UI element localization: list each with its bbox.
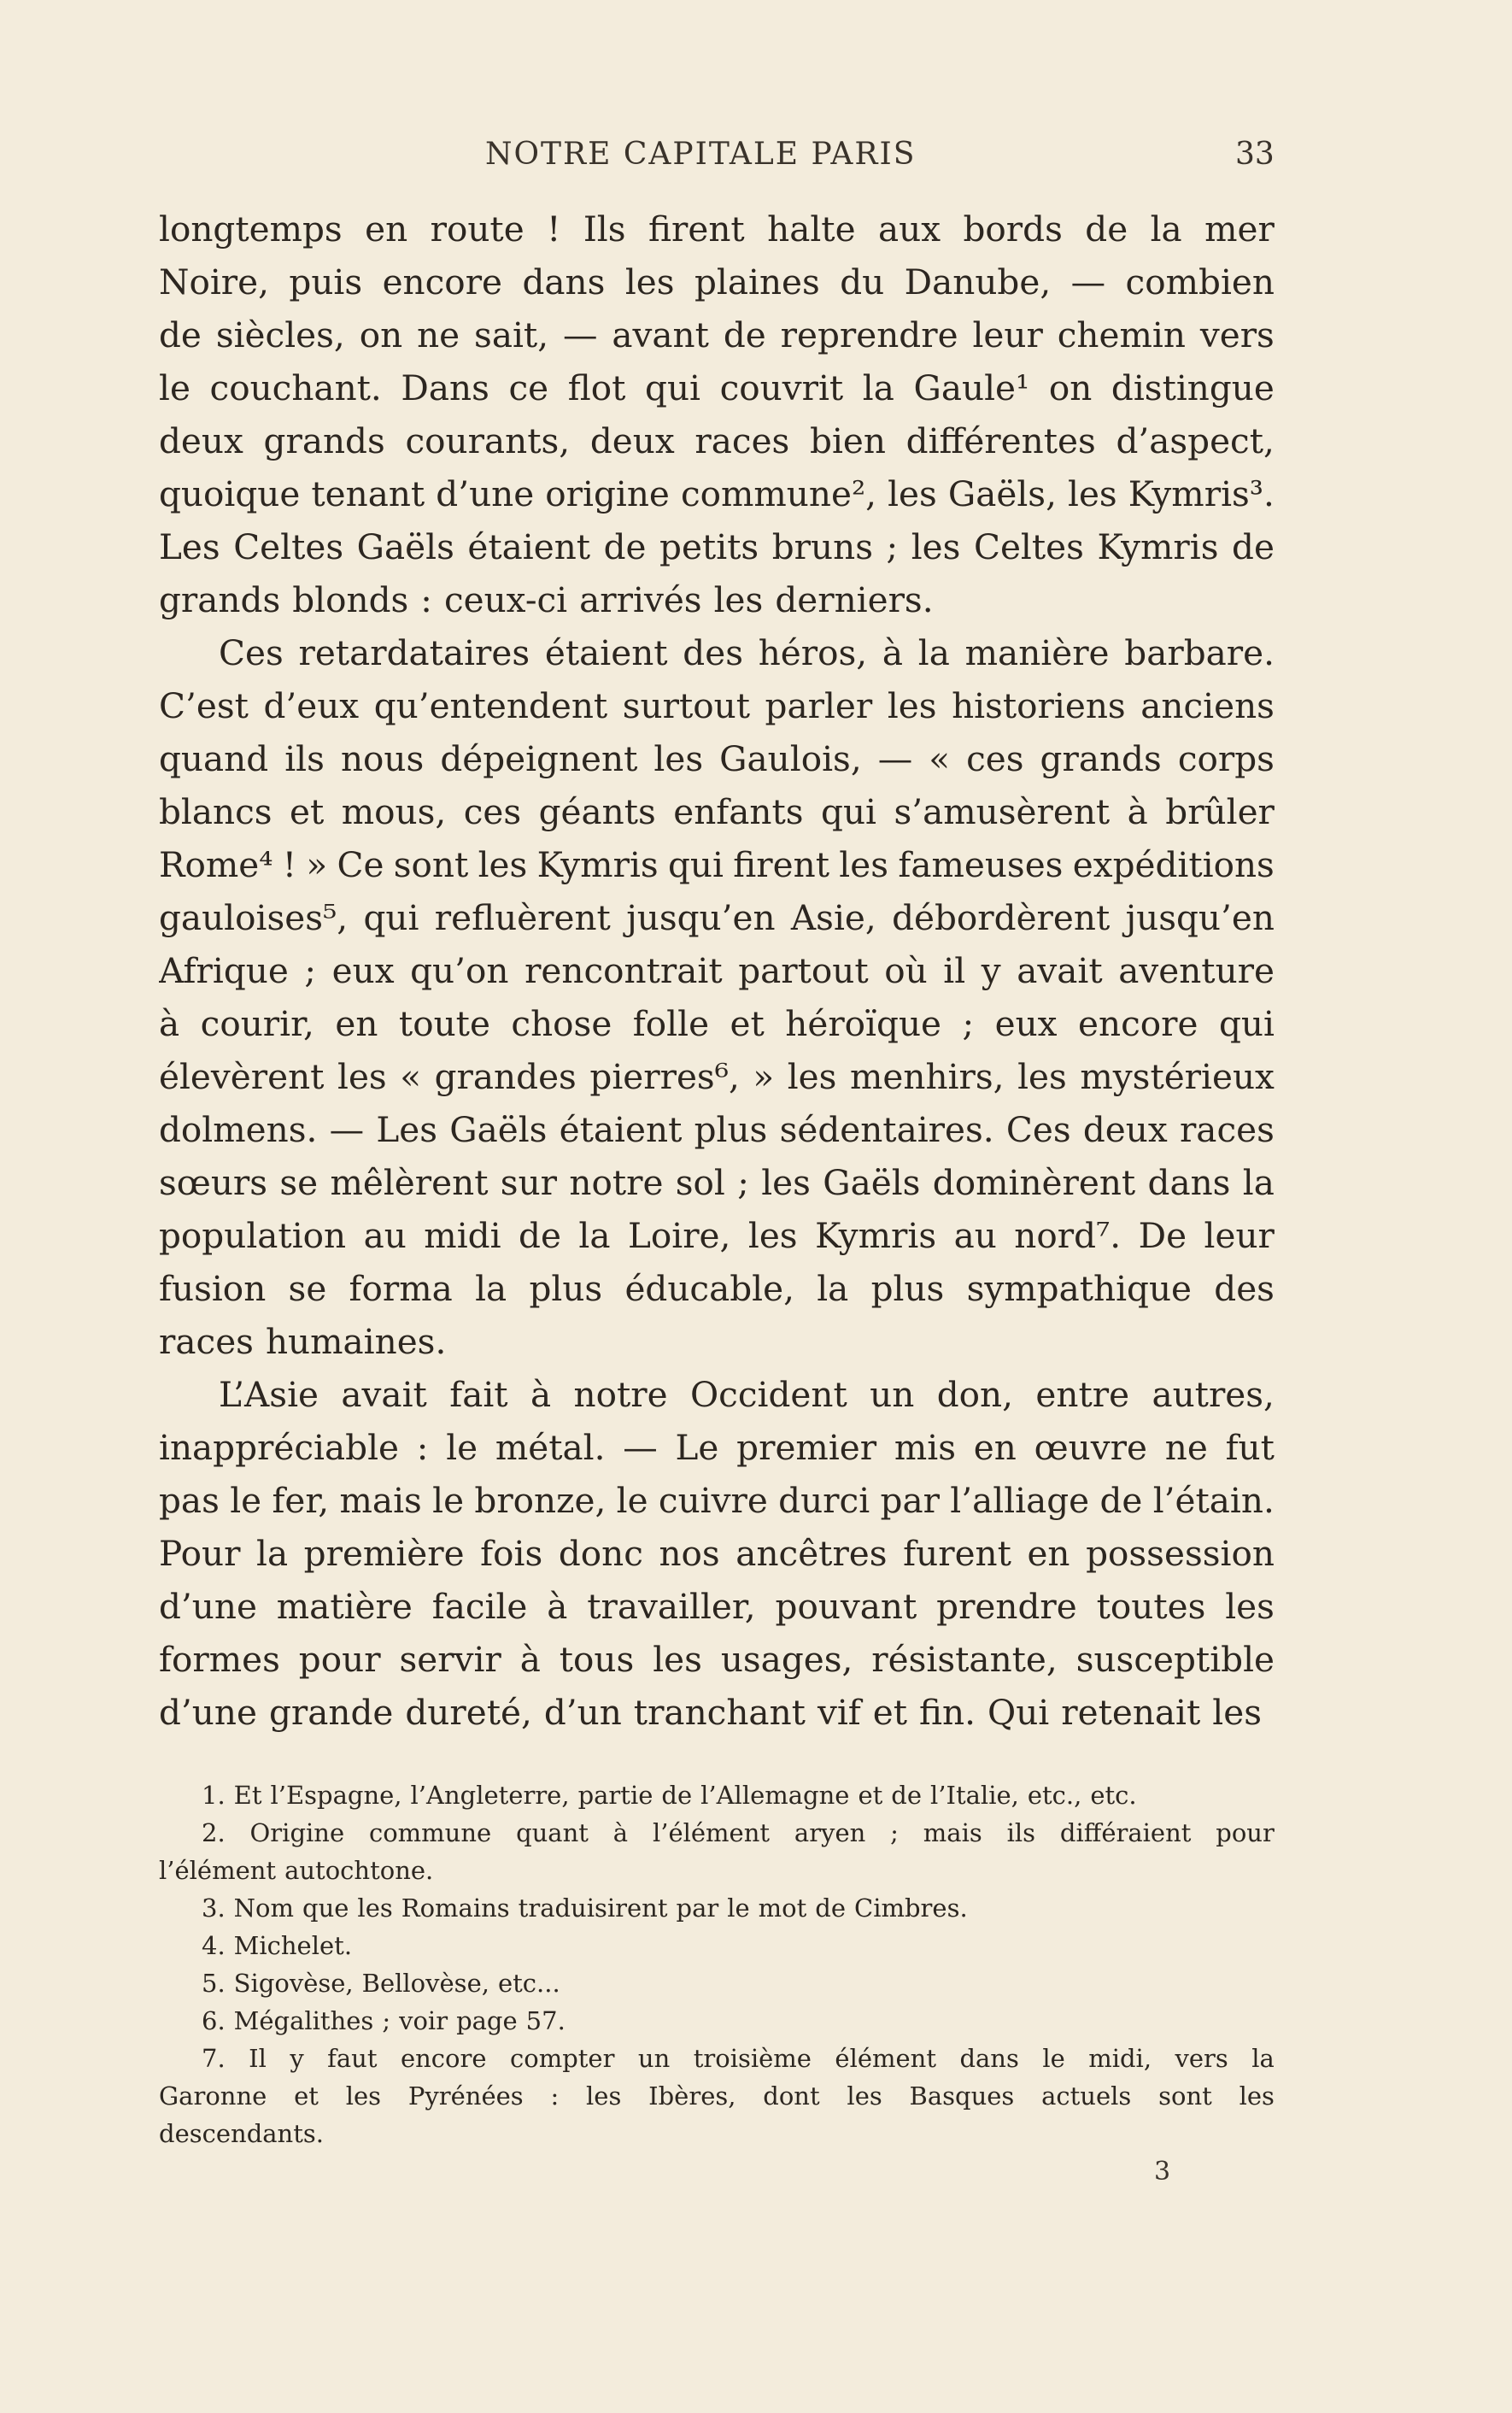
signature-mark: 3: [1154, 2157, 1171, 2187]
text-line: quand ils nous dépeignent les Gaulois, — « ces grands corps: [159, 738, 1275, 779]
footnote-line: 5. Sigovèse, Bellovèse, etc...: [202, 1969, 560, 1998]
page-number: 33: [1235, 137, 1275, 172]
footnote-line: descendants.: [159, 2119, 324, 2148]
text-line: blancs et mous, ces géants enfants qui s’amusèrent à brûler: [159, 791, 1275, 832]
footnote-line: Garonne et les Pyrénées : les Ibères, dont les Basques actuels sont les: [159, 2081, 1275, 2111]
text-line: gauloises⁵, qui refluèrent jusqu’en Asie, débordèrent jusqu’en: [159, 897, 1275, 938]
footnote-line: l’élément autochtone.: [159, 1856, 434, 1885]
footnote-line: 1. Et l’Espagne, l’Angleterre, partie de l’Allemagne et de l’Italie, etc., etc.: [202, 1781, 1137, 1810]
text-line: d’une grande dureté, d’un tranchant vif et fin. Qui retenait les: [159, 1692, 1262, 1733]
text-line: Noire, puis encore dans les plaines du Danube, — combien: [159, 261, 1275, 302]
text-line: inappréciable : le métal. — Le premier mis en œuvre ne fut: [159, 1427, 1275, 1468]
text-line: quoique tenant d’une origine commune², les Gaëls, les Kymris³.: [159, 473, 1275, 514]
text-line: C’est d’eux qu’entendent surtout parler les historiens anciens: [159, 685, 1275, 726]
running-head: [0, 137, 1512, 179]
text-line: fusion se forma la plus éducable, la plus sympathique des: [159, 1268, 1275, 1309]
text-line: Ces retardataires étaient des héros, à la manière barbare.: [219, 632, 1275, 673]
text-line: Les Celtes Gaëls étaient de petits bruns ; les Celtes Kymris de: [159, 526, 1275, 567]
text-line: à courir, en toute chose folle et héroïque ; eux encore qui: [159, 1003, 1275, 1044]
footnote-line: 4. Michelet.: [202, 1931, 353, 1960]
text-line: sœurs se mêlèrent sur notre sol ; les Gaëls dominèrent dans la: [159, 1162, 1275, 1203]
footnote-line: 3. Nom que les Romains traduisirent par le mot de Cimbres.: [202, 1893, 968, 1923]
text-line: deux grands courants, deux races bien différentes d’aspect,: [159, 420, 1275, 461]
footnote-line: 7. Il y faut encore compter un troisième élément dans le midi, vers la: [202, 2044, 1275, 2073]
text-line: pas le fer, mais le bronze, le cuivre durci par l’alliage de l’étain.: [159, 1480, 1275, 1521]
text-line: longtemps en route ! Ils firent halte aux bords de la mer: [159, 208, 1275, 250]
text-line: Pour la première fois donc nos ancêtres furent en possession: [159, 1533, 1275, 1574]
footnote-line: 2. Origine commune quant à l’élément aryen ; mais ils différaient pour: [202, 1818, 1275, 1847]
footnotes: [159, 1776, 1275, 2152]
text-line: Afrique ; eux qu’on rencontrait partout où il y avait aventure: [159, 950, 1275, 991]
text-line: L’Asie avait fait à notre Occident un don, entre autres,: [219, 1374, 1275, 1415]
text-line: élevèrent les « grandes pierres⁶, » les menhirs, les mystérieux: [159, 1056, 1275, 1097]
text-line: le couchant. Dans ce flot qui couvrit la Gaule¹ on distingue: [159, 367, 1275, 408]
footnote-line: 6. Mégalithes ; voir page 57.: [202, 2006, 566, 2035]
text-line: d’une matière facile à travailler, pouvant prendre toutes les: [159, 1586, 1275, 1627]
running-title: NOTRE CAPITALE PARIS: [485, 137, 917, 172]
text-line: de siècles, on ne sait, — avant de reprendre leur chemin vers: [159, 314, 1275, 355]
text-line: races humaines.: [159, 1321, 447, 1362]
text-line: Rome⁴ ! » Ce sont les Kymris qui firent les fameuses expéditions: [159, 844, 1275, 885]
text-line: population au midi de la Loire, les Kymris au nord⁷. De leur: [159, 1215, 1275, 1256]
text-line: formes pour servir à tous les usages, résistante, susceptible: [159, 1639, 1275, 1680]
text-line: dolmens. — Les Gaëls étaient plus sédentaires. Ces deux races: [159, 1109, 1275, 1150]
body-text: [159, 203, 1275, 1739]
text-line: grands blonds : ceux-ci arrivés les derniers.: [159, 579, 934, 620]
